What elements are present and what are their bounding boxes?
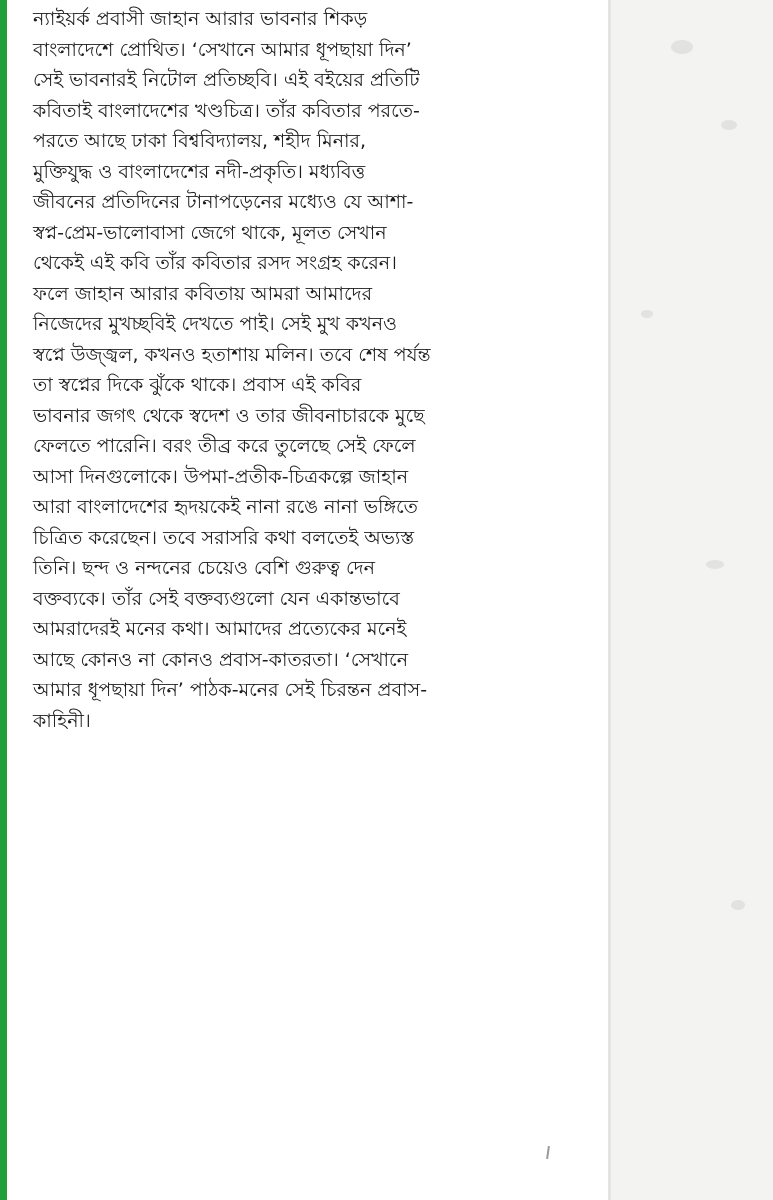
blurb-line: ভাবনার জগৎ থেকে স্বদেশ ও তার জীবনাচারকে মুছে — [33, 404, 425, 427]
blurb-line: কবিতাই বাংলাদেশের খণ্ডচিত্র। তাঁর কবিতার পরতে- — [33, 99, 420, 122]
book-spine-green-edge — [0, 0, 7, 1200]
blurb-line: চিত্রিত করেছেন। তবে সরাসরি কথা বলতেই অভ্যস্ত — [33, 526, 415, 549]
blurb-line: আমার ধূপছায়া দিন’ পাঠক-মনের সেই চিরন্তন প্রবাস- — [33, 679, 428, 701]
paper-speckle — [641, 310, 653, 318]
book-blurb-text — [33, 4, 483, 736]
blurb-line: মুক্তিযুদ্ধ ও বাংলাদেশের নদী-প্রকৃতি। মধ্যবিত্ত — [33, 160, 366, 183]
blurb-line: নিজেদের মুখচ্ছবিই দেখতে পাই। সেই মুখ কখনও — [33, 313, 398, 335]
blurb-line: ফেলতে পারেনি। বরং তীব্র করে তুলেছে সেই ফেলে — [33, 435, 416, 457]
blurb-line: আছে কোনও না কোনও প্রবাস-কাতরতা। ‘সেখানে — [33, 648, 409, 671]
blurb-line: পরতে আছে ঢাকা বিশ্ববিদ্যালয়, শহীদ মিনার, — [33, 130, 367, 152]
blurb-line: সেই ভাবনারই নিটোল প্রতিচ্ছবি। এই বইয়ের প্রতিটি — [33, 69, 420, 91]
blurb-line: থেকেই এই কবি তাঁর কবিতার রসদ সংগ্রহ করেন। — [33, 252, 397, 274]
blurb-line: আমরাদেরই মনের কথা। আমাদের প্রত্যেকের মনেই — [33, 618, 407, 640]
paper-speckle — [706, 560, 724, 569]
inner-flap-blank — [611, 0, 773, 1200]
blurb-line: তিনি। ছন্দ ও নন্দনের চেয়েও বেশি গুরুত্ব দেন — [33, 557, 376, 579]
blurb-line: আসা দিনগুলোকে। উপমা-প্রতীক-চিত্রকল্পে জাহান — [33, 465, 409, 488]
paper-speckle — [731, 900, 745, 910]
blurb-line: কাহিনী। — [33, 709, 91, 732]
blurb-line: তা স্বপ্নের দিকে ঝুঁকে থাকে। প্রবাস এই কবির — [33, 374, 362, 396]
blurb-line: জীবনের প্রতিদিনের টানাপড়েনের মধ্যেও যে আশা- — [33, 191, 414, 213]
blurb-line: বাংলাদেশে প্রোথিত। ‘সেখানে আমার ধূপছায়া দিন’ — [33, 38, 412, 61]
blurb-line: আরা বাংলাদেশের হৃদয়কেই নানা রঙে নানা ভঙ্গিতে — [33, 496, 418, 518]
blurb-line: স্বপ্ন-প্রেম-ভালোবাসা জেগে থাকে, মূলত সেখান — [33, 221, 387, 244]
blurb-line: স্বপ্নে উজ্জ্বল, কখনও হতাশায় মলিন। তবে শেষ পর্যন্ত — [33, 343, 431, 366]
blurb-line: ফলে জাহান আরার কবিতায় আমরা আমাদের — [33, 282, 373, 305]
blurb-line: ন্যাইয়র্ক প্রবাসী জাহান আরার ভাবনার শিকড় — [33, 8, 368, 30]
blurb-line: বক্তব্যকে। তাঁর সেই বক্তব্যগুলো যেন একান্তভাবে — [33, 587, 400, 610]
paper-speckle — [721, 120, 737, 130]
paper-speckle — [671, 40, 693, 54]
